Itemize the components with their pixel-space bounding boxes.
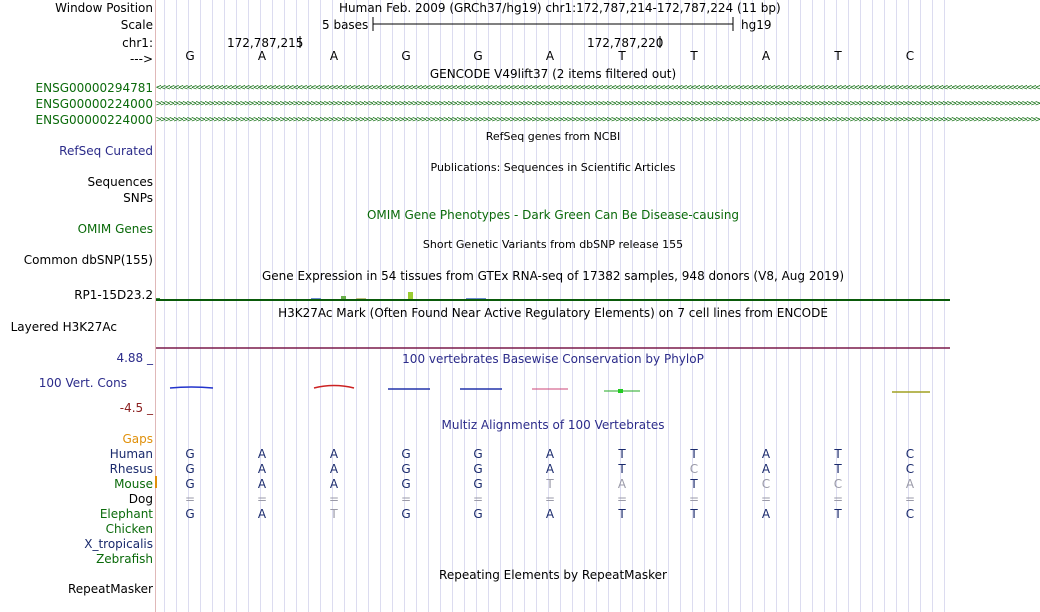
aligned-base: A bbox=[905, 477, 915, 491]
species-label[interactable]: Elephant bbox=[99, 507, 153, 521]
ref-base: T bbox=[834, 49, 842, 63]
aligned-base: A bbox=[257, 507, 267, 521]
aligned-base: C bbox=[761, 477, 771, 491]
gene-label-1[interactable]: ENSG00000294781 bbox=[35, 81, 153, 95]
ref-base: A bbox=[761, 49, 771, 63]
ref-base: A bbox=[329, 49, 339, 63]
aligned-base: A bbox=[545, 447, 555, 461]
aligned-base: T bbox=[690, 477, 698, 491]
ref-base: A bbox=[257, 49, 267, 63]
aligned-base: A bbox=[761, 507, 771, 521]
gene-feature-2[interactable]: >>>>>>>>>>>>>>>>>>>>>>>>>>>>>>>>>>>>>>>>>>>>>>>>>>>>>>>>>>>>>>>>>>>>>>>>>>>>>>>>>>>>>>>>>>>>>>>>>>>>>>>>>>>>>>>>>>>>>>>>>>>>>>>>>>>>>>>>>>>>>>>>>>>>>>>>>>>>>>>>>>>>>>>>>>>>>>>>>>>>>>>>>>>>>>>>>>>>>>>> bbox=[156, 99, 1040, 109]
aligned-base: A bbox=[617, 477, 627, 491]
aligned-base: C bbox=[833, 477, 843, 491]
assembly-position-text: Human Feb. 2009 (GRCh37/hg19) chr1:172,787,214-172,787,224 (11 bp) bbox=[339, 1, 781, 15]
aligned-base: T bbox=[690, 507, 698, 521]
aligned-base: = bbox=[904, 492, 916, 506]
species-label[interactable]: X_tropicalis bbox=[84, 537, 153, 551]
mouse-gap-marker bbox=[155, 476, 157, 488]
gaps-label[interactable]: Gaps bbox=[122, 432, 153, 446]
aligned-base: G bbox=[185, 462, 195, 476]
aligned-base: G bbox=[401, 462, 411, 476]
scale-text: 5 bases bbox=[322, 18, 369, 32]
aligned-base: A bbox=[329, 462, 339, 476]
gene-label-3[interactable]: ENSG00000224000 bbox=[35, 113, 153, 127]
aligned-base: G bbox=[473, 477, 483, 491]
chrom-label: chr1: bbox=[122, 36, 153, 50]
species-label[interactable]: Human bbox=[109, 447, 153, 461]
aligned-base: = bbox=[760, 492, 772, 506]
gencode-track-title[interactable]: GENCODE V49lift37 (2 items filtered out) bbox=[429, 67, 677, 81]
aligned-base: A bbox=[761, 462, 771, 476]
aligned-base: G bbox=[473, 447, 483, 461]
omim-track-title[interactable]: OMIM Gene Phenotypes - Dark Green Can Be Disease-causing bbox=[366, 208, 740, 222]
aligned-base: T bbox=[546, 477, 554, 491]
strand-arrow-label: ---> bbox=[129, 52, 153, 66]
aligned-base: A bbox=[257, 477, 267, 491]
aligned-base: = bbox=[832, 492, 844, 506]
aligned-base: T bbox=[618, 507, 626, 521]
position-tick-2: 172,787,220 bbox=[587, 36, 664, 50]
aligned-base: C bbox=[905, 462, 915, 476]
ref-base: G bbox=[473, 49, 483, 63]
aligned-base: A bbox=[257, 447, 267, 461]
aligned-base: A bbox=[545, 462, 555, 476]
aligned-base: G bbox=[401, 447, 411, 461]
aligned-base: T bbox=[834, 447, 842, 461]
aligned-base: T bbox=[618, 447, 626, 461]
aligned-base: G bbox=[185, 477, 195, 491]
dbsnp-track-title[interactable]: Short Genetic Variants from dbSNP release 155 bbox=[422, 238, 684, 251]
aligned-base: = bbox=[184, 492, 196, 506]
aligned-base: = bbox=[544, 492, 556, 506]
db-text: hg19 bbox=[741, 18, 772, 32]
species-label[interactable]: Mouse bbox=[114, 477, 153, 491]
aligned-base: C bbox=[689, 462, 699, 476]
h3k27ac-track-title[interactable]: H3K27Ac Mark (Often Found Near Active Regulatory Elements) on 7 cell lines from ENCODE bbox=[278, 306, 828, 320]
ref-base: G bbox=[401, 49, 411, 63]
aligned-base: T bbox=[834, 462, 842, 476]
gtex-track-title[interactable]: Gene Expression in 54 tissues from GTEx RNA-seq of 17382 samples, 948 donors (V8, Aug 2019) bbox=[261, 269, 845, 283]
species-label[interactable]: Dog bbox=[128, 492, 153, 506]
window-position-label: Window Position bbox=[55, 1, 153, 15]
snps-label[interactable]: SNPs bbox=[123, 191, 153, 205]
h3k27ac-label[interactable]: Layered H3K27Ac bbox=[10, 320, 117, 334]
gtex-expression-bars[interactable] bbox=[156, 286, 950, 304]
gtex-gene-label[interactable]: RP1-15D23.2 bbox=[74, 288, 153, 302]
scale-label: Scale bbox=[120, 18, 153, 32]
refseq-label[interactable]: RefSeq Curated bbox=[59, 144, 153, 158]
refseq-track-title[interactable]: RefSeq genes from NCBI bbox=[485, 130, 621, 143]
aligned-base: = bbox=[328, 492, 340, 506]
aligned-base: G bbox=[185, 447, 195, 461]
aligned-base: = bbox=[472, 492, 484, 506]
species-label[interactable]: Zebrafish bbox=[96, 552, 153, 566]
aligned-base: = bbox=[688, 492, 700, 506]
aligned-base: A bbox=[761, 447, 771, 461]
multiz-track-title[interactable]: Multiz Alignments of 100 Vertebrates bbox=[441, 418, 665, 432]
aligned-base: G bbox=[473, 507, 483, 521]
aligned-base: G bbox=[473, 462, 483, 476]
species-label[interactable]: Chicken bbox=[105, 522, 153, 536]
aligned-base: A bbox=[257, 462, 267, 476]
aligned-base: C bbox=[905, 447, 915, 461]
phylop-label[interactable]: 100 Vert. Cons bbox=[38, 376, 127, 390]
position-tick-1: 172,787,215 bbox=[227, 36, 304, 50]
sequences-label[interactable]: Sequences bbox=[87, 175, 153, 189]
ref-base: T bbox=[618, 49, 626, 63]
aligned-base: T bbox=[834, 507, 842, 521]
aligned-base: T bbox=[618, 462, 626, 476]
ref-base: G bbox=[185, 49, 195, 63]
publications-track-title[interactable]: Publications: Sequences in Scientific Articles bbox=[430, 161, 676, 174]
phylop-max-label: 4.88 _ bbox=[116, 351, 153, 365]
aligned-base: = bbox=[400, 492, 412, 506]
repeatmasker-label[interactable]: RepeatMasker bbox=[67, 582, 153, 596]
aligned-base: A bbox=[329, 477, 339, 491]
aligned-base: A bbox=[545, 507, 555, 521]
gene-feature-3[interactable]: >>>>>>>>>>>>>>>>>>>>>>>>>>>>>>>>>>>>>>>>>>>>>>>>>>>>>>>>>>>>>>>>>>>>>>>>>>>>>>>>>>>>>>>>>>>>>>>>>>>>>>>>>>>>>>>>>>>>>>>>>>>>>>>>>>>>>>>>>>>>>>>>>>>>>>>>>>>>>>>>>>>>>>>>>>>>>>>>>>>>>>>>>>>>>>>>>>>>>>>> bbox=[156, 115, 1040, 125]
omim-label[interactable]: OMIM Genes bbox=[77, 222, 153, 236]
aligned-base: = bbox=[616, 492, 628, 506]
ref-base: A bbox=[545, 49, 555, 63]
aligned-base: G bbox=[401, 507, 411, 521]
phylop-min-label: -4.5 _ bbox=[119, 401, 153, 415]
phylop-signal[interactable] bbox=[156, 380, 950, 400]
aligned-base: G bbox=[401, 477, 411, 491]
aligned-base: G bbox=[185, 507, 195, 521]
h3k27ac-signal[interactable] bbox=[156, 340, 950, 350]
gene-feature-1[interactable]: <<<<<<<<<<<<<<<<<<<<<<<<<<<<<<<<<<<<<<<<<<<<<<<<<<<<<<<<<<<<<<<<<<<<<<<<<<<<<<<<<<<<<<<<<<<<<<<<<<<<<<<<<<<<<<<<<<<<<<<<<<<<<<<<<<<<<<<<<<<<<<<<<<<<<<<<<<<<<<<<<<<<<<<<<<<<<<<<<<<<<<<<<<<<<<<<<<<<<<<< bbox=[156, 83, 1040, 93]
dbsnp-label[interactable]: Common dbSNP(155) bbox=[23, 253, 153, 267]
aligned-base: C bbox=[905, 507, 915, 521]
species-label[interactable]: Rhesus bbox=[109, 462, 153, 476]
aligned-base: A bbox=[329, 447, 339, 461]
aligned-base: = bbox=[256, 492, 268, 506]
aligned-base: T bbox=[330, 507, 338, 521]
ref-base: C bbox=[905, 49, 915, 63]
ref-base: T bbox=[690, 49, 698, 63]
aligned-base: T bbox=[690, 447, 698, 461]
phylop-track-title[interactable]: 100 vertebrates Basewise Conservation by PhyloP bbox=[402, 352, 704, 366]
repeatmasker-track-title[interactable]: Repeating Elements by RepeatMasker bbox=[439, 568, 667, 582]
gene-label-2[interactable]: ENSG00000224000 bbox=[35, 97, 153, 111]
